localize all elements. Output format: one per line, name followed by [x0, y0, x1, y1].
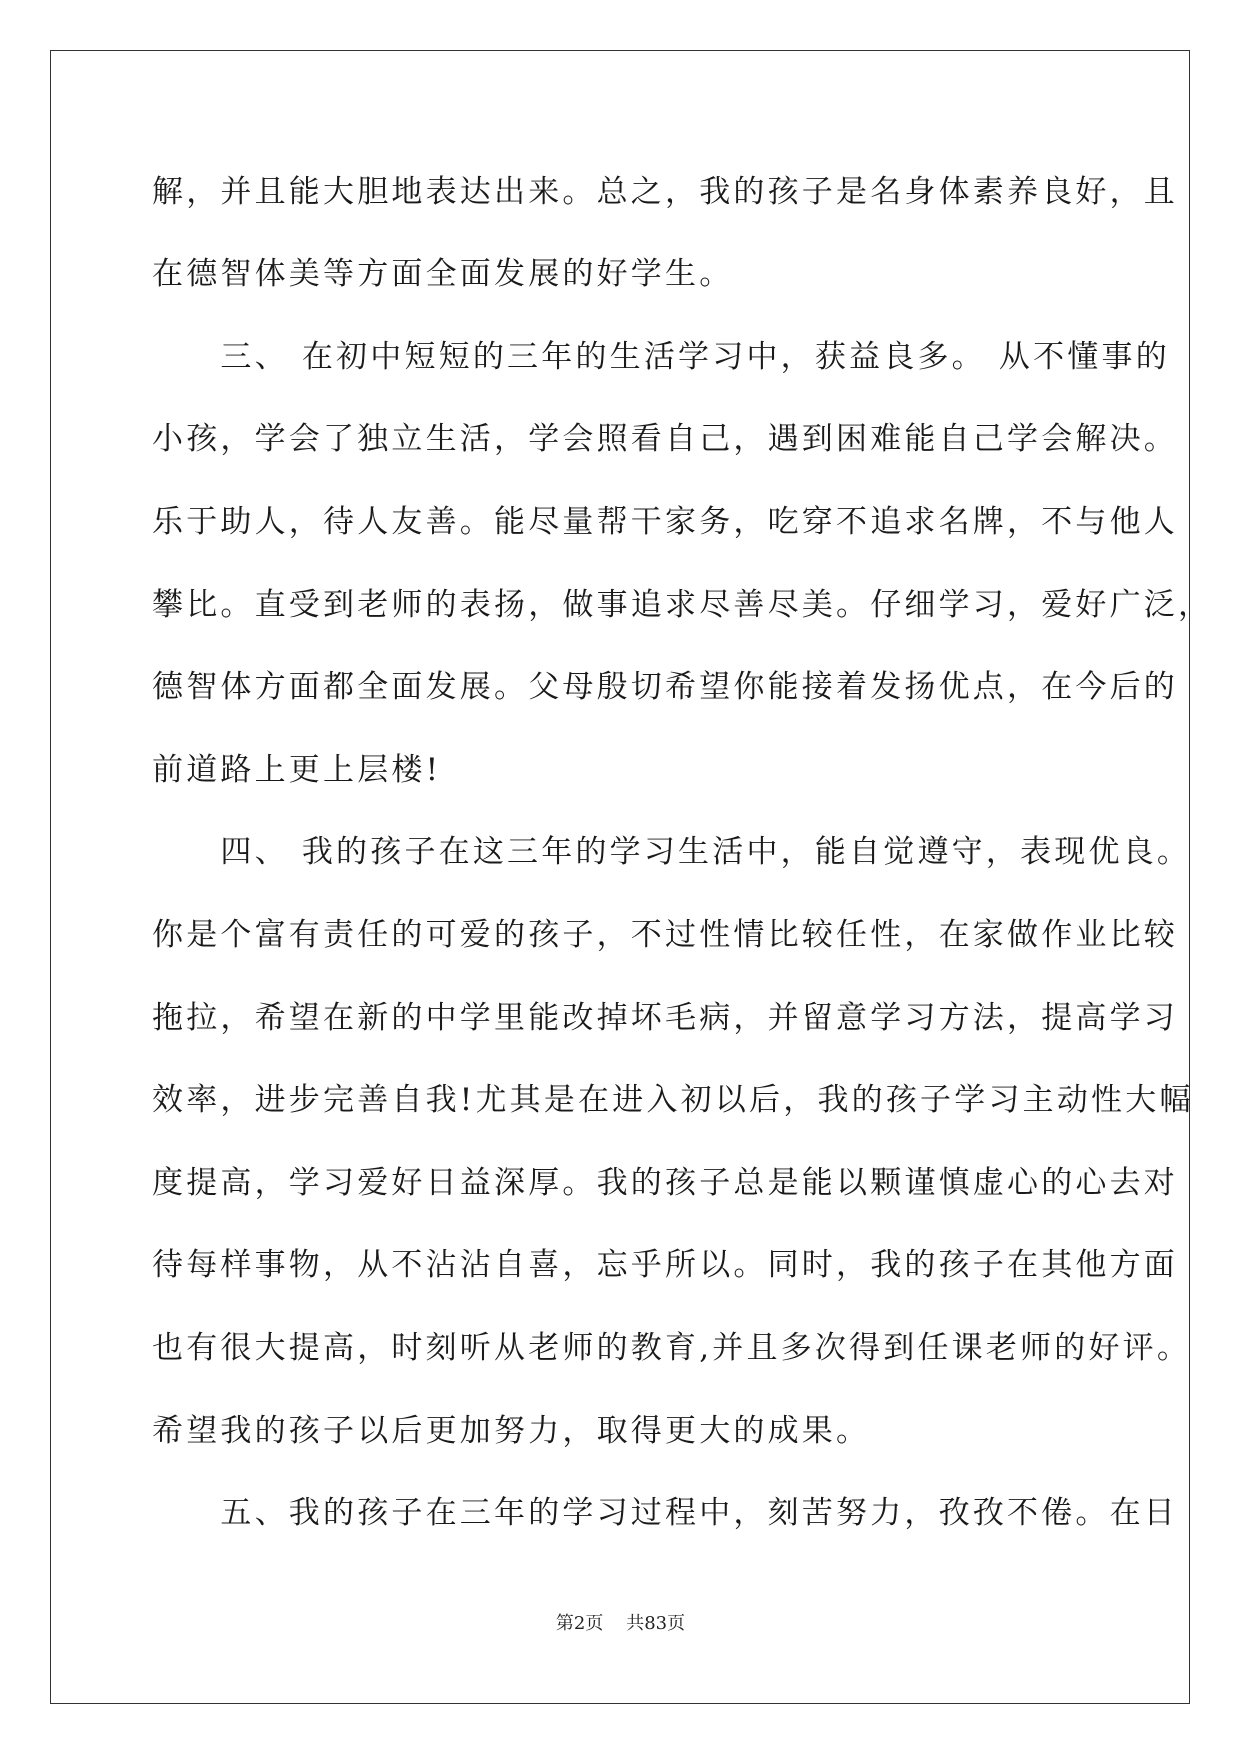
- text-line: 乐于助人，待人友善。能尽量帮干家务，吃穿不追求名牌，不与他人: [152, 504, 1178, 540]
- text-line: 在德智体美等方面全面发展的好学生。: [152, 256, 734, 292]
- total-label-prefix: 共: [626, 1613, 645, 1634]
- text-line: 拖拉，希望在新的中学里能改掉坏毛病，并留意学习方法，提高学习: [152, 1000, 1178, 1036]
- text-line: 你是个富有责任的可爱的孩子，不过性情比较任性，在家做作业比较: [152, 917, 1178, 953]
- page-number: 2: [573, 1613, 586, 1634]
- text-line: 前道路上更上层楼!: [152, 752, 442, 788]
- text-line: 小孩，学会了独立生活，学会照看自己，遇到困难能自己学会解决。: [152, 421, 1178, 457]
- text-line: 解，并且能大胆地表达出来。总之，我的孩子是名身体素养良好，且: [152, 174, 1178, 210]
- text-line: 希望我的孩子以后更加努力，取得更大的成果。: [152, 1413, 871, 1449]
- total-label-suffix: 页: [667, 1613, 686, 1634]
- page-border: [50, 50, 1190, 1704]
- text-line: 德智体方面都全面发展。父母殷切希望你能接着发扬优点，在今后的: [152, 669, 1178, 705]
- page-label-suffix: 页: [585, 1613, 604, 1634]
- text-line: 度提高，学习爱好日益深厚。我的孩子总是能以颗谨慎虚心的心去对: [152, 1165, 1178, 1201]
- paragraph-heading-line: 三、 在初中短短的三年的生活学习中，获益良多。 从不懂事的: [152, 339, 1170, 375]
- page-label-prefix: 第: [555, 1613, 574, 1634]
- text-line: 效率，进步完善自我!尤其是在进入初以后，我的孩子学习主动性大幅: [152, 1082, 1194, 1118]
- total-pages: 83: [644, 1613, 668, 1634]
- page-footer: [0, 1612, 1241, 1636]
- text-line: 也有很大提高，时刻听从老师的教育,并且多次得到任课老师的好评。: [152, 1330, 1192, 1366]
- paragraph-heading-line: 四、 我的孩子在这三年的学习生活中，能自觉遵守，表现优良。: [152, 834, 1192, 870]
- text-line: 待每样事物，从不沾沾自喜，忘乎所以。同时，我的孩子在其他方面: [152, 1247, 1178, 1283]
- text-line: 攀比。直受到老师的表扬，做事追求尽善尽美。仔细学习，爱好广泛，: [152, 587, 1213, 623]
- paragraph-heading-line: 五、我的孩子在三年的学习过程中，刻苦努力，孜孜不倦。在日: [152, 1495, 1178, 1531]
